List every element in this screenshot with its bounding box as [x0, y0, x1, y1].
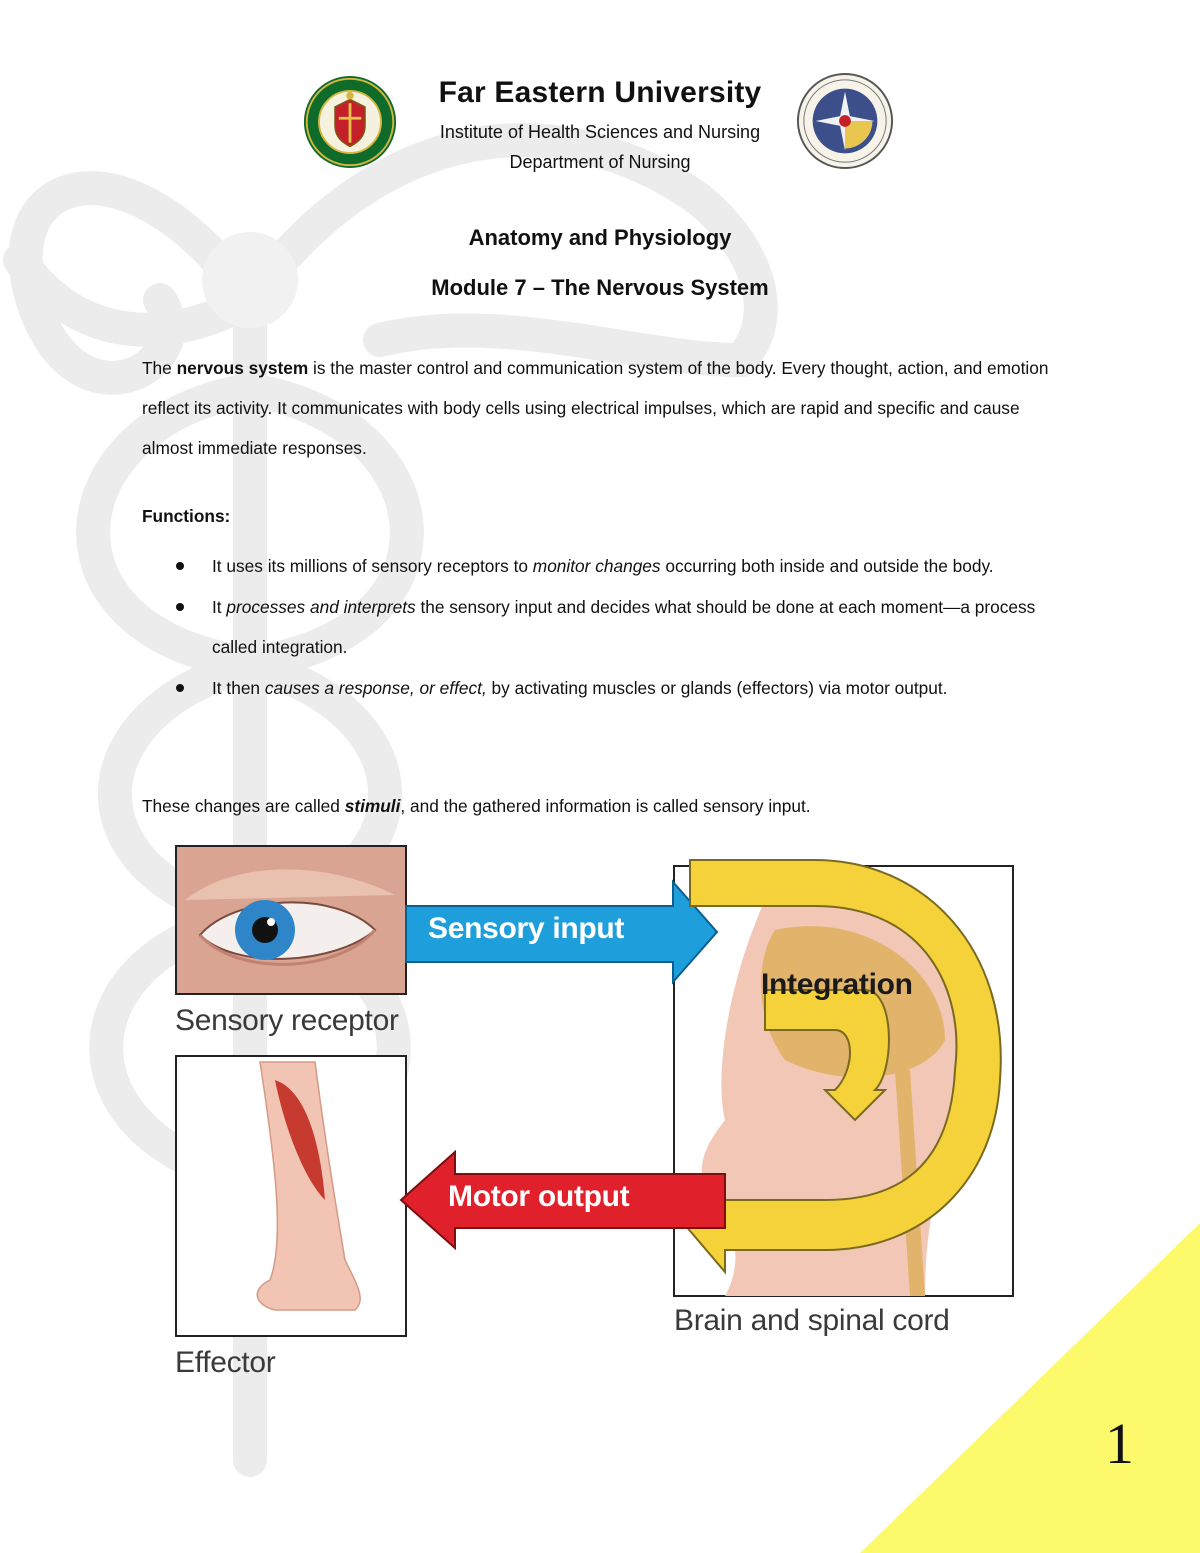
functions-list [142, 546, 1072, 709]
list-item [142, 587, 1072, 667]
bullet-icon [176, 603, 184, 611]
item-text: by activating muscles or glands (effectors) via motor output. [486, 678, 948, 698]
nervous-system-diagram [165, 840, 1025, 1395]
eye-image [176, 846, 406, 994]
leg-image [176, 1056, 406, 1336]
item-italic: causes a response, or effect, [264, 678, 487, 698]
sensory-receptor-label: Sensory receptor [175, 1004, 399, 1037]
stimuli-term: stimuli [344, 796, 401, 816]
integration-label: Integration [761, 968, 913, 1001]
list-item [142, 668, 1072, 708]
item-text: It [212, 597, 227, 617]
bullet-icon [176, 562, 184, 570]
item-text: It uses its millions of sensory receptors to [212, 556, 533, 576]
department-name: Department of Nursing [509, 152, 691, 172]
institute-name: Institute of Health Sciences and Nursing [439, 122, 761, 142]
document-header [0, 72, 1200, 192]
sensory-input-label: Sensory input [428, 912, 625, 945]
stimuli-text-rest: , and the gathered information is called sensory input. [400, 796, 811, 816]
item-text: It then [212, 678, 265, 698]
item-text: the sensory input and decides what should be done at each moment—a process called integration. [212, 597, 1036, 657]
intro-bold-term: nervous system [176, 358, 309, 378]
module-title: Module 7 – The Nervous System [431, 275, 769, 300]
stimuli-text: These changes are called [142, 796, 345, 816]
motor-output-label: Motor output [448, 1180, 630, 1213]
intro-text-start: The [142, 358, 177, 378]
intro-paragraph [142, 348, 1072, 468]
stimuli-sentence [142, 786, 811, 826]
effector-label: Effector [175, 1346, 276, 1379]
list-item [142, 546, 1072, 586]
university-name: Far Eastern University [438, 76, 762, 109]
item-text: occurring both inside and outside the body. [660, 556, 994, 576]
brain-spinal-cord-label: Brain and spinal cord [674, 1304, 950, 1337]
page-number: 1 [1105, 1411, 1134, 1476]
intro-text-rest: is the master control and communication system of the body. Every thought, action, and emotion reflect its activity. It communicates with body cells using electrical impulses, which are rapid and specific and cause almost immediate responses. [142, 358, 1049, 458]
course-title: Anatomy and Physiology [468, 225, 732, 250]
item-italic: monitor changes [532, 556, 661, 576]
bullet-icon [176, 684, 184, 692]
functions-heading: Functions: [142, 506, 231, 526]
item-italic: processes and interprets [226, 597, 416, 617]
